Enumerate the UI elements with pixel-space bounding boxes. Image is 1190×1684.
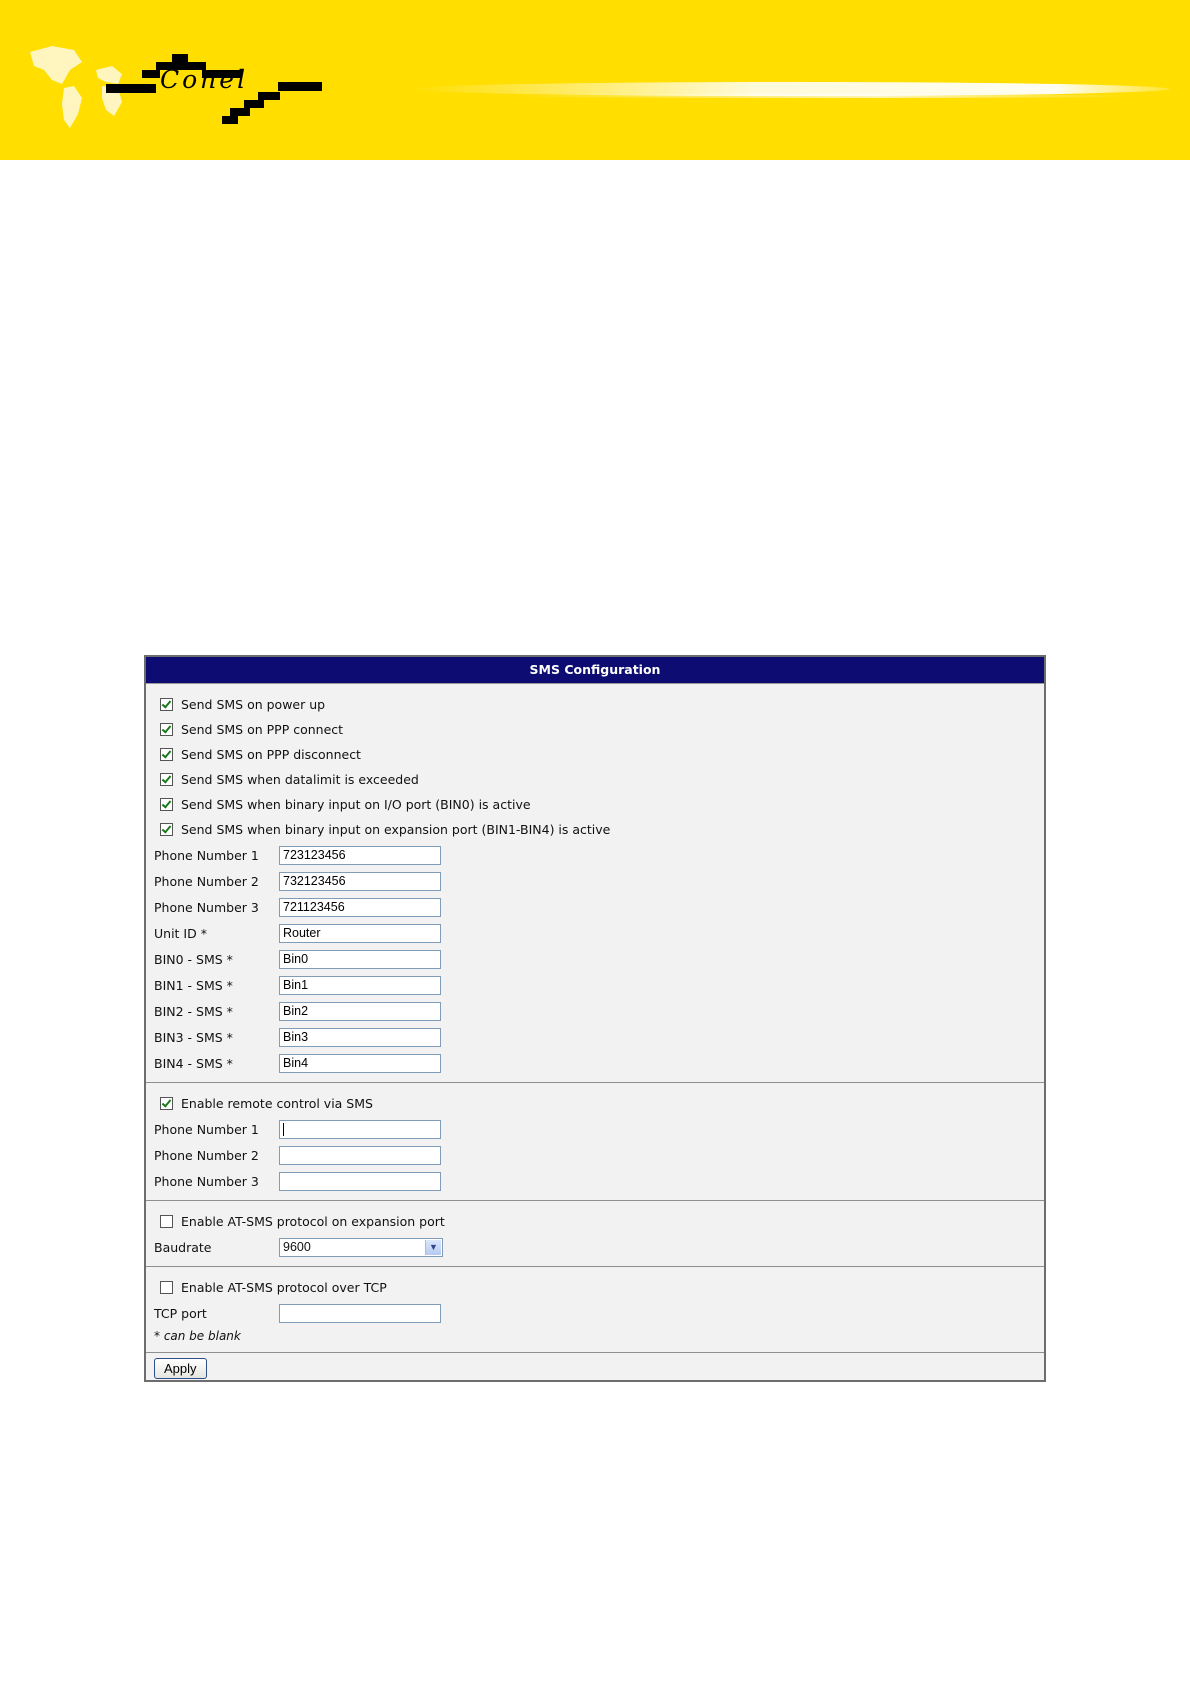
checkbox-row-bin0[interactable] xyxy=(154,792,1044,817)
remote-phone-number-2-input[interactable] xyxy=(279,1146,441,1165)
checkbox-label: Enable remote control via SMS xyxy=(181,1096,373,1111)
at-sms-tcp-section xyxy=(146,1267,1044,1353)
actions-section xyxy=(146,1353,1044,1385)
field-row-remote-phone-3 xyxy=(154,1168,1044,1194)
checkbox-power-up[interactable] xyxy=(160,698,173,711)
checkbox-row-datalimit[interactable] xyxy=(154,767,1044,792)
field-label: Phone Number 2 xyxy=(154,1147,259,1163)
checkbox-at-sms-tcp[interactable] xyxy=(160,1281,173,1294)
checkbox-label: Enable AT-SMS protocol on expansion port xyxy=(181,1214,445,1229)
baudrate-select[interactable] xyxy=(279,1238,443,1257)
unit-id-input[interactable]: Router xyxy=(279,924,441,943)
checkbox-ppp-connect[interactable] xyxy=(160,723,173,736)
checkbox-bin1-bin4[interactable] xyxy=(160,823,173,836)
checkbox-remote-control[interactable] xyxy=(160,1097,173,1110)
field-label: Phone Number 2 xyxy=(154,873,259,889)
field-label: BIN4 - SMS * xyxy=(154,1055,233,1071)
checkbox-bin0[interactable] xyxy=(160,798,173,811)
field-row-tcp-port xyxy=(154,1300,1044,1326)
field-label: Phone Number 1 xyxy=(154,1121,259,1137)
phone-number-2-input[interactable]: 732123456 xyxy=(279,872,441,891)
header-banner xyxy=(0,0,1190,160)
checkbox-at-sms-expansion[interactable] xyxy=(160,1215,173,1228)
sms-configuration-panel xyxy=(144,655,1046,1382)
checkbox-row-ppp-connect[interactable] xyxy=(154,717,1044,742)
field-label: BIN2 - SMS * xyxy=(154,1003,233,1019)
field-label: BIN0 - SMS * xyxy=(154,951,233,967)
bin3-sms-input[interactable]: Bin3 xyxy=(279,1028,441,1047)
checkbox-label: Send SMS when binary input on I/O port (BIN0) is active xyxy=(181,797,531,812)
field-label: Unit ID * xyxy=(154,925,207,941)
phone-number-1-input[interactable]: 723123456 xyxy=(279,846,441,865)
field-label: BIN3 - SMS * xyxy=(154,1029,233,1045)
phone-number-3-input[interactable]: 721123456 xyxy=(279,898,441,917)
field-label: TCP port xyxy=(154,1305,207,1321)
field-row-bin2-sms xyxy=(154,998,1044,1024)
bin1-sms-input[interactable]: Bin1 xyxy=(279,976,441,995)
chevron-down-icon[interactable]: ▼ xyxy=(425,1240,441,1255)
banner-swoosh-line xyxy=(500,94,1140,98)
bin0-sms-input[interactable]: Bin0 xyxy=(279,950,441,969)
tcp-port-input[interactable] xyxy=(279,1304,441,1323)
blank-note: * can be blank xyxy=(154,1329,241,1343)
field-row-remote-phone-2 xyxy=(154,1142,1044,1168)
bin2-sms-input[interactable]: Bin2 xyxy=(279,1002,441,1021)
field-row-phone-3 xyxy=(154,894,1044,920)
sms-notification-section xyxy=(146,684,1044,1083)
apply-button[interactable]: Apply xyxy=(154,1358,207,1379)
checkbox-row-remote-control[interactable] xyxy=(154,1091,1044,1116)
checkbox-label: Send SMS when binary input on expansion port (BIN1-BIN4) is active xyxy=(181,822,611,837)
field-label: Baudrate xyxy=(154,1239,212,1255)
field-row-bin1-sms xyxy=(154,972,1044,998)
checkbox-label: Enable AT-SMS protocol over TCP xyxy=(181,1280,387,1295)
logo-wordmark: Conel xyxy=(160,65,249,94)
text-cursor xyxy=(283,1123,284,1136)
remote-control-section xyxy=(146,1083,1044,1201)
checkbox-label: Send SMS on PPP connect xyxy=(181,722,344,737)
field-row-phone-1 xyxy=(154,842,1044,868)
checkbox-label: Send SMS on power up xyxy=(181,697,326,712)
checkbox-datalimit[interactable] xyxy=(160,773,173,786)
field-row-phone-2 xyxy=(154,868,1044,894)
field-label: Phone Number 1 xyxy=(154,847,259,863)
field-label: Phone Number 3 xyxy=(154,1173,259,1189)
at-sms-expansion-section xyxy=(146,1201,1044,1267)
checkbox-row-at-sms-tcp[interactable] xyxy=(154,1275,1044,1300)
field-row-baudrate xyxy=(154,1234,1044,1260)
remote-phone-number-3-input[interactable] xyxy=(279,1172,441,1191)
checkbox-ppp-disconnect[interactable] xyxy=(160,748,173,761)
checkbox-row-ppp-disconnect[interactable] xyxy=(154,742,1044,767)
field-row-bin0-sms xyxy=(154,946,1044,972)
checkbox-label: Send SMS when datalimit is exceeded xyxy=(181,772,419,787)
field-row-remote-phone-1 xyxy=(154,1116,1044,1142)
field-row-bin4-sms xyxy=(154,1050,1044,1076)
remote-phone-number-1-input[interactable] xyxy=(279,1120,441,1139)
checkbox-label: Send SMS on PPP disconnect xyxy=(181,747,361,762)
field-row-bin3-sms xyxy=(154,1024,1044,1050)
checkbox-row-power-up[interactable] xyxy=(154,692,1044,717)
checkbox-row-bin1-bin4[interactable] xyxy=(154,817,1044,842)
checkbox-row-at-sms-expansion[interactable] xyxy=(154,1209,1044,1234)
field-label: BIN1 - SMS * xyxy=(154,977,233,993)
panel-title: SMS Configuration xyxy=(146,657,1044,684)
field-label: Phone Number 3 xyxy=(154,899,259,915)
bin4-sms-input[interactable]: Bin4 xyxy=(279,1054,441,1073)
select-value: 9600 xyxy=(283,1239,311,1254)
field-row-unit-id xyxy=(154,920,1044,946)
